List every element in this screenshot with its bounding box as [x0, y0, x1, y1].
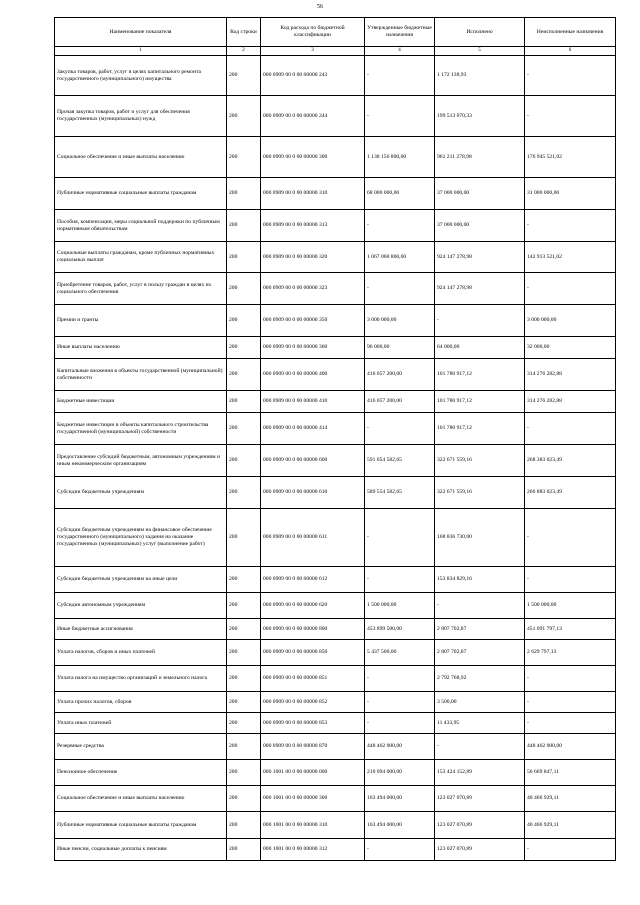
- table-row: [55, 509, 616, 567]
- approved-amount-cell: 589 554 582,65: [365, 477, 435, 509]
- header-expense-code: Код расхода по бюджетной классификации: [261, 18, 365, 47]
- table-row: [55, 593, 616, 619]
- unexecuted-amount-cell: 1 500 000,00: [525, 593, 616, 619]
- table-row: [55, 713, 616, 734]
- unexecuted-amount-cell: 451 091 797,13: [525, 619, 616, 640]
- table-row: [55, 359, 616, 391]
- table-row: [55, 666, 616, 692]
- approved-amount-cell: 163 494 000,00: [365, 812, 435, 839]
- column-number: 4: [365, 47, 435, 56]
- header-approved: Утвержденные бюджетные назначения: [365, 18, 435, 47]
- expense-code-cell: 000 0909 00 0 00 00000 313: [261, 210, 365, 242]
- unexecuted-amount-cell: 31 000 000,00: [525, 178, 616, 210]
- line-code-cell: 200: [227, 359, 261, 391]
- line-code-cell: 200: [227, 640, 261, 666]
- indicator-name-cell: Бюджетные инвестиции в объекты капитального строительства государственной (муниципальной) собственности: [55, 413, 227, 445]
- approved-amount-cell: -: [365, 567, 435, 593]
- approved-amount-cell: -: [365, 210, 435, 242]
- approved-amount-cell: -: [365, 713, 435, 734]
- approved-amount-cell: 1 067 060 800,00: [365, 242, 435, 273]
- approved-amount-cell: -: [365, 413, 435, 445]
- column-number-row: [55, 47, 616, 56]
- table-row: [55, 839, 616, 861]
- table-header-row: [55, 18, 616, 47]
- unexecuted-amount-cell: -: [525, 839, 616, 861]
- table-row: [55, 760, 616, 786]
- approved-amount-cell: -: [365, 666, 435, 692]
- approved-amount-cell: -: [365, 56, 435, 96]
- indicator-name-cell: Субсидии бюджетным учреждениям: [55, 477, 227, 509]
- table-row: [55, 96, 616, 137]
- column-number: 5: [435, 47, 525, 56]
- executed-amount-cell: 37 000 000,00: [435, 210, 525, 242]
- approved-amount-cell: -: [365, 839, 435, 861]
- expense-code-cell: 000 0909 00 0 00 00000 620: [261, 593, 365, 619]
- indicator-name-cell: Капитальные вложения в объекты государственной (муниципальной) собственности: [55, 359, 227, 391]
- table-row: [55, 273, 616, 305]
- table-row: [55, 786, 616, 812]
- executed-amount-cell: 322 671 559,16: [435, 477, 525, 509]
- indicator-name-cell: Субсидии бюджетным учреждениям на иные цели: [55, 567, 227, 593]
- executed-amount-cell: -: [435, 593, 525, 619]
- indicator-name-cell: Субсидии бюджетным учреждениям на финансовое обеспечение государственного (муниципального) задания на оказание государственных (муниципальных) услуг (выполнение работ): [55, 509, 227, 567]
- executed-amount-cell: 924 147 278,98: [435, 242, 525, 273]
- column-number: 1: [55, 47, 227, 56]
- executed-amount-cell: 123 027 070,89: [435, 812, 525, 839]
- expense-code-cell: 000 0909 00 0 00 00000 310: [261, 178, 365, 210]
- indicator-name-cell: Социальное обеспечение и иные выплаты населению: [55, 137, 227, 178]
- unexecuted-amount-cell: 268 383 023,49: [525, 445, 616, 477]
- expense-code-cell: 000 0909 00 0 00 00000 244: [261, 96, 365, 137]
- line-code-cell: 200: [227, 96, 261, 137]
- line-code-cell: 200: [227, 692, 261, 713]
- expense-code-cell: 000 0909 00 0 00 00000 320: [261, 242, 365, 273]
- page-number: 56: [317, 4, 323, 10]
- approved-amount-cell: 416 057 200,00: [365, 359, 435, 391]
- unexecuted-amount-cell: 56 669 847,11: [525, 760, 616, 786]
- expense-code-cell: 000 1001 00 0 00 00000 300: [261, 786, 365, 812]
- executed-amount-cell: 322 671 559,16: [435, 445, 525, 477]
- line-code-cell: 200: [227, 477, 261, 509]
- indicator-name-cell: Социальное обеспечение и иные выплаты населению: [55, 786, 227, 812]
- budget-execution-table: [54, 17, 616, 861]
- indicator-name-cell: Приобретение товаров, работ, услуг в пользу граждан в целях их социального обеспечения: [55, 273, 227, 305]
- unexecuted-amount-cell: 142 913 521,02: [525, 242, 616, 273]
- approved-amount-cell: -: [365, 96, 435, 137]
- executed-amount-cell: 2 807 702,87: [435, 640, 525, 666]
- expense-code-cell: 000 0909 00 0 00 00000 400: [261, 359, 365, 391]
- unexecuted-amount-cell: -: [525, 413, 616, 445]
- line-code-cell: 200: [227, 619, 261, 640]
- table-row: [55, 477, 616, 509]
- expense-code-cell: 000 0909 00 0 00 00000 612: [261, 567, 365, 593]
- indicator-name-cell: Резервные средства: [55, 734, 227, 760]
- table-row: [55, 337, 616, 359]
- expense-code-cell: 000 0909 00 0 00 00000 851: [261, 666, 365, 692]
- expense-code-cell: 000 0909 00 0 00 00000 323: [261, 273, 365, 305]
- executed-amount-cell: 101 780 917,12: [435, 359, 525, 391]
- line-code-cell: 200: [227, 593, 261, 619]
- table-row: [55, 210, 616, 242]
- line-code-cell: 200: [227, 391, 261, 413]
- expense-code-cell: 000 1001 00 0 00 00000 000: [261, 760, 365, 786]
- approved-amount-cell: 416 057 200,00: [365, 391, 435, 413]
- executed-amount-cell: 123 027 070,89: [435, 786, 525, 812]
- approved-amount-cell: 163 494 000,00: [365, 786, 435, 812]
- indicator-name-cell: Уплата налогов, сборов и иных платежей: [55, 640, 227, 666]
- unexecuted-amount-cell: -: [525, 96, 616, 137]
- approved-amount-cell: 1 500 000,00: [365, 593, 435, 619]
- unexecuted-amount-cell: 3 000 000,00: [525, 305, 616, 337]
- indicator-name-cell: Закупка товаров, работ, услуг в целях капитального ремонта государственного (муниципального) имущества: [55, 56, 227, 96]
- approved-amount-cell: -: [365, 692, 435, 713]
- expense-code-cell: 000 0909 00 0 00 00000 850: [261, 640, 365, 666]
- column-number: 6: [525, 47, 616, 56]
- unexecuted-amount-cell: -: [525, 56, 616, 96]
- indicator-name-cell: Бюджетные инвестиции: [55, 391, 227, 413]
- table-row: [55, 640, 616, 666]
- expense-code-cell: 000 0909 00 0 00 00000 870: [261, 734, 365, 760]
- expense-code-cell: 000 1001 00 0 00 00000 312: [261, 839, 365, 861]
- executed-amount-cell: 37 000 000,00: [435, 178, 525, 210]
- expense-code-cell: 000 0909 00 0 00 00000 610: [261, 477, 365, 509]
- expense-code-cell: 000 0909 00 0 00 00000 410: [261, 391, 365, 413]
- header-indicator-name: Наименование показателя: [55, 18, 227, 47]
- approved-amount-cell: 1 138 156 800,00: [365, 137, 435, 178]
- expense-code-cell: 000 0909 00 0 00 00000 300: [261, 137, 365, 178]
- unexecuted-amount-cell: 314 276 282,88: [525, 391, 616, 413]
- executed-amount-cell: 11 433,95: [435, 713, 525, 734]
- executed-amount-cell: 2 807 702,87: [435, 619, 525, 640]
- line-code-cell: 200: [227, 812, 261, 839]
- executed-amount-cell: 3 500,00: [435, 692, 525, 713]
- indicator-name-cell: Уплата иных платежей: [55, 713, 227, 734]
- indicator-name-cell: Субсидии автономным учреждениям: [55, 593, 227, 619]
- unexecuted-amount-cell: 266 883 023,49: [525, 477, 616, 509]
- table-row: [55, 391, 616, 413]
- expense-code-cell: 000 0909 00 0 00 00000 350: [261, 305, 365, 337]
- unexecuted-amount-cell: 32 000,00: [525, 337, 616, 359]
- unexecuted-amount-cell: -: [525, 509, 616, 567]
- line-code-cell: 200: [227, 666, 261, 692]
- executed-amount-cell: 153 424 152,89: [435, 760, 525, 786]
- table-row: [55, 305, 616, 337]
- line-code-cell: 200: [227, 210, 261, 242]
- header-unexecuted: Неисполненные назначения: [525, 18, 616, 47]
- unexecuted-amount-cell: 40 466 929,11: [525, 786, 616, 812]
- approved-amount-cell: 3 000 000,00: [365, 305, 435, 337]
- table-row: [55, 56, 616, 96]
- table-row: [55, 445, 616, 477]
- line-code-cell: 200: [227, 445, 261, 477]
- line-code-cell: 200: [227, 839, 261, 861]
- expense-code-cell: 000 0909 00 0 00 00000 600: [261, 445, 365, 477]
- unexecuted-amount-cell: 314 276 282,88: [525, 359, 616, 391]
- unexecuted-amount-cell: 40 466 929,11: [525, 812, 616, 839]
- executed-amount-cell: 101 780 917,12: [435, 391, 525, 413]
- header-executed: Исполнено: [435, 18, 525, 47]
- line-code-cell: 200: [227, 567, 261, 593]
- expense-code-cell: 000 0909 00 0 00 00000 853: [261, 713, 365, 734]
- table-body: [55, 56, 616, 861]
- line-code-cell: 200: [227, 760, 261, 786]
- unexecuted-amount-cell: 448 462 000,00: [525, 734, 616, 760]
- approved-amount-cell: 210 094 000,00: [365, 760, 435, 786]
- executed-amount-cell: 123 027 070,89: [435, 839, 525, 861]
- line-code-cell: 200: [227, 413, 261, 445]
- indicator-name-cell: Прочая закупка товаров, работ и услуг для обеспечения государственных (муниципальных) нужд: [55, 96, 227, 137]
- indicator-name-cell: Иные бюджетные ассигнования: [55, 619, 227, 640]
- approved-amount-cell: 5 437 500,00: [365, 640, 435, 666]
- column-number: 3: [261, 47, 365, 56]
- executed-amount-cell: -: [435, 734, 525, 760]
- executed-amount-cell: -: [435, 305, 525, 337]
- indicator-name-cell: Уплата прочих налогов, сборов: [55, 692, 227, 713]
- table-row: [55, 734, 616, 760]
- table-row: [55, 567, 616, 593]
- expense-code-cell: 000 0909 00 0 00 00000 611: [261, 509, 365, 567]
- table-row: [55, 619, 616, 640]
- unexecuted-amount-cell: -: [525, 273, 616, 305]
- line-code-cell: 200: [227, 178, 261, 210]
- approved-amount-cell: 96 000,00: [365, 337, 435, 359]
- line-code-cell: 200: [227, 56, 261, 96]
- table-row: [55, 692, 616, 713]
- indicator-name-cell: Иные выплаты населению: [55, 337, 227, 359]
- unexecuted-amount-cell: -: [525, 713, 616, 734]
- indicator-name-cell: Премии и гранты: [55, 305, 227, 337]
- approved-amount-cell: 68 000 000,00: [365, 178, 435, 210]
- expense-code-cell: 000 1001 00 0 00 00000 310: [261, 812, 365, 839]
- line-code-cell: 200: [227, 137, 261, 178]
- indicator-name-cell: Социальные выплаты гражданам, кроме публичных нормативных социальных выплат: [55, 242, 227, 273]
- unexecuted-amount-cell: -: [525, 666, 616, 692]
- expense-code-cell: 000 0909 00 0 00 00000 800: [261, 619, 365, 640]
- line-code-cell: 200: [227, 713, 261, 734]
- table-row: [55, 178, 616, 210]
- line-code-cell: 200: [227, 509, 261, 567]
- table-row: [55, 242, 616, 273]
- line-code-cell: 200: [227, 337, 261, 359]
- executed-amount-cell: 153 834 829,16: [435, 567, 525, 593]
- approved-amount-cell: -: [365, 273, 435, 305]
- indicator-name-cell: Пенсионное обеспечение: [55, 760, 227, 786]
- line-code-cell: 200: [227, 273, 261, 305]
- executed-amount-cell: 1 172 138,93: [435, 56, 525, 96]
- expense-code-cell: 000 0909 00 0 00 00000 243: [261, 56, 365, 96]
- indicator-name-cell: Публичные нормативные социальные выплаты гражданам: [55, 812, 227, 839]
- unexecuted-amount-cell: -: [525, 210, 616, 242]
- unexecuted-amount-cell: 176 945 521,02: [525, 137, 616, 178]
- executed-amount-cell: 924 147 278,98: [435, 273, 525, 305]
- executed-amount-cell: 64 000,00: [435, 337, 525, 359]
- expense-code-cell: 000 0909 00 0 00 00000 360: [261, 337, 365, 359]
- indicator-name-cell: Предоставление субсидий бюджетным, автономным учреждениям и иным некоммерческим организациям: [55, 445, 227, 477]
- table-row: [55, 413, 616, 445]
- table-row: [55, 137, 616, 178]
- line-code-cell: 200: [227, 242, 261, 273]
- executed-amount-cell: 101 780 917,12: [435, 413, 525, 445]
- line-code-cell: 200: [227, 305, 261, 337]
- executed-amount-cell: 961 211 278,98: [435, 137, 525, 178]
- line-code-cell: 200: [227, 734, 261, 760]
- column-number: 2: [227, 47, 261, 56]
- indicator-name-cell: Публичные нормативные социальные выплаты гражданам: [55, 178, 227, 210]
- line-code-cell: 200: [227, 786, 261, 812]
- expense-code-cell: 000 0909 00 0 00 00000 852: [261, 692, 365, 713]
- executed-amount-cell: 168 836 730,00: [435, 509, 525, 567]
- table-row: [55, 812, 616, 839]
- indicator-name-cell: Иные пенсии, социальные доплаты к пенсиям: [55, 839, 227, 861]
- indicator-name-cell: Пособия, компенсации, меры социальной поддержки по публичным нормативным обязательствам: [55, 210, 227, 242]
- approved-amount-cell: 591 054 582,65: [365, 445, 435, 477]
- header-line-code: Код строки: [227, 18, 261, 47]
- executed-amount-cell: 2 792 768,92: [435, 666, 525, 692]
- unexecuted-amount-cell: -: [525, 692, 616, 713]
- approved-amount-cell: 448 462 000,00: [365, 734, 435, 760]
- unexecuted-amount-cell: 2 629 797,13: [525, 640, 616, 666]
- indicator-name-cell: Уплата налога на имущество организаций и земельного налога: [55, 666, 227, 692]
- approved-amount-cell: 453 899 500,00: [365, 619, 435, 640]
- unexecuted-amount-cell: -: [525, 567, 616, 593]
- executed-amount-cell: 199 513 070,33: [435, 96, 525, 137]
- expense-code-cell: 000 0909 00 0 00 00000 414: [261, 413, 365, 445]
- approved-amount-cell: -: [365, 509, 435, 567]
